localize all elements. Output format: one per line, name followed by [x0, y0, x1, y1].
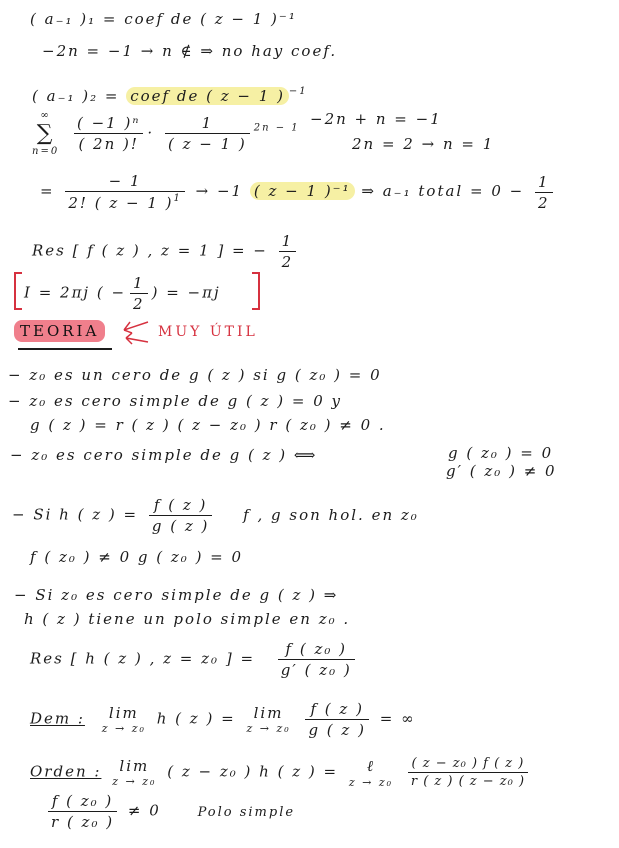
- frac-den-base: 2! ( z − 1 ): [68, 194, 174, 212]
- fraction-minus-half: [65, 172, 185, 212]
- lim-sub: z → z₀: [101, 722, 146, 735]
- h-def-pre: − Si h ( z ) =: [12, 505, 139, 524]
- frac-num: f ( z ): [305, 700, 369, 720]
- frac-den: 2: [281, 253, 294, 271]
- total-label: ⇒ a₋₁ total = 0 −: [361, 182, 525, 200]
- lim-word: ℓ: [366, 756, 376, 775]
- limit-orden: [112, 757, 156, 788]
- z-minus1-highlight: ( z − 1 )⁻¹: [250, 182, 355, 200]
- frac-den: g ( z ): [308, 721, 366, 739]
- fraction-power: [165, 114, 250, 153]
- sum-symbol: [32, 110, 59, 157]
- frac-den: ( 2n )!: [78, 135, 139, 153]
- lim-sub: z → z₀: [348, 775, 394, 789]
- limit-2: [246, 704, 290, 735]
- result-bracket-right: [252, 272, 260, 310]
- line-coef-a-minus1-2: [32, 86, 308, 105]
- fraction-half: [279, 232, 297, 271]
- theory-residue-formula: [30, 640, 359, 679]
- frac-den: 2: [537, 193, 550, 212]
- orden-mid: ( z − z₀ ) h ( z ) =: [167, 762, 339, 781]
- side-calc-2: 2n = 2 → n = 1: [352, 135, 495, 153]
- frac-num: 1: [130, 274, 148, 294]
- final-nonzero: ≠ 0: [127, 801, 161, 820]
- h-def-post: f , g son hol. en z₀: [243, 505, 419, 524]
- fraction-f-over-g: [305, 700, 369, 739]
- lim-sub: z → z₀: [112, 775, 157, 788]
- side-calc-1: −2n + n = −1: [310, 110, 442, 128]
- fraction-half: [535, 173, 553, 212]
- orden-label: Orden :: [30, 762, 102, 781]
- teoria-heading: [14, 322, 105, 340]
- frac-num: f ( z₀ ): [48, 792, 117, 812]
- exp-2n-minus1: 2n − 1: [253, 122, 300, 134]
- frac-num: ( −1 )ⁿ: [74, 114, 143, 134]
- arrows-icon: [118, 316, 158, 346]
- line-series-sum: ∞ ∑ n=0 $\frac{\text{( −1 )ⁿ}}{( 2n )!}$ · $\frac{1}{( z - 1 )}$ $^{2n - 1}$: [32, 110, 300, 157]
- frac-num: 1: [165, 114, 250, 134]
- theory-zero-def: − z₀ es un cero de g ( z ) si g ( z₀ ) = 0: [8, 366, 382, 384]
- fraction-f-over-r: [48, 792, 117, 831]
- sum-sigma: ∑: [36, 121, 55, 146]
- teoria-highlight: TEORIA: [14, 320, 105, 342]
- fraction-half: [130, 274, 148, 313]
- frac-den: r ( z₀ ): [51, 813, 115, 831]
- dem-end: = ∞: [379, 709, 416, 728]
- line-residue: [32, 232, 300, 271]
- theory-if-simple-zero: − Si z₀ es cero simple de g ( z ) ⇒: [14, 586, 339, 604]
- arrow-minus1: → −1: [195, 182, 244, 200]
- exp-minus1: −1: [288, 86, 308, 97]
- theory-f-g-values: f ( z₀ ) ≠ 0 g ( z₀ ) = 0: [30, 548, 244, 566]
- final-line: [44, 792, 295, 831]
- frac-den: [65, 192, 185, 212]
- frac-num: f ( z₀ ): [278, 640, 355, 660]
- condition-gprime-nonzero: g′ ( z₀ ) ≠ 0: [446, 462, 557, 480]
- lim-sub: z → z₀: [246, 722, 291, 735]
- line-coef-a-minus1-1: ( a₋₁ )₁ = coef de ( z − 1 )⁻¹: [30, 10, 297, 28]
- condition-g-zero: g ( z₀ ) = 0: [448, 444, 554, 462]
- frac-den: ( z − 1 ): [167, 135, 247, 153]
- frac-num: − 1: [65, 172, 185, 192]
- frac-den-exp: 1: [173, 193, 182, 204]
- integral-post: ) = −πj: [151, 283, 221, 302]
- muy-util-note: MUY ÚTIL: [158, 324, 258, 340]
- fraction-f-over-g: [149, 496, 213, 535]
- theory-h-def: [12, 496, 419, 535]
- theory-simple-zero: − z₀ es cero simple de g ( z ) = 0 y: [8, 392, 343, 410]
- orden-line: [30, 756, 532, 789]
- teoria-underline: [18, 348, 112, 350]
- line-a-minus1-total: [40, 172, 557, 212]
- coef-highlight: coef de ( z − 1 ): [126, 87, 289, 105]
- frac-num: 1: [279, 232, 297, 252]
- limit-1: [102, 704, 146, 735]
- dem-label: Dem :: [30, 709, 85, 728]
- frac-den: 2: [133, 295, 145, 313]
- theory-simple-zero-iff: − z₀ es cero simple de g ( z ) ⟺: [10, 446, 318, 464]
- sum-bottom: n=0: [32, 146, 60, 157]
- a-minus1-2-label: ( a₋₁ )₂ =: [32, 87, 120, 105]
- residue-formula-pre: Res [ h ( z ) , z = z₀ ] =: [30, 649, 256, 668]
- line-integral-result: [24, 274, 221, 313]
- frac-num: 1: [535, 173, 553, 193]
- lim-word: lim: [253, 704, 284, 722]
- frac-num: ( z − z₀ ) f ( z ): [408, 756, 528, 773]
- theory-factorization: g ( z ) = r ( z ) ( z − z₀ ) r ( z₀ ) ≠ 0 .: [30, 416, 386, 434]
- dem-mid: h ( z ) =: [156, 709, 236, 728]
- fraction-orden: [408, 756, 528, 789]
- integral-pre: I = 2πj ( −: [24, 283, 127, 302]
- frac-den: g ( z ): [151, 517, 210, 535]
- limit-orden-2: [349, 757, 393, 789]
- sum-top: ∞: [40, 110, 51, 121]
- eq-sign: =: [40, 182, 55, 200]
- fraction-f-over-gprime: [278, 640, 355, 679]
- theory-simple-pole: h ( z ) tiene un polo simple en z₀ .: [24, 610, 351, 628]
- lim-word: lim: [119, 757, 150, 775]
- frac-den: g′ ( z₀ ): [280, 661, 352, 679]
- dem-line: [30, 700, 416, 739]
- frac-num: f ( z ): [149, 496, 213, 516]
- final-conclusion: Polo simple: [197, 804, 296, 820]
- lim-word: lim: [108, 704, 139, 722]
- residue-expr: Res [ f ( z ) , z = 1 ] = −: [32, 241, 268, 260]
- frac-den: r ( z ) ( z − z₀ ): [410, 774, 526, 789]
- line-no-coef: −2n = −1 → n ∉ ⇒ no hay coef.: [42, 42, 338, 60]
- fraction-alt-sign: [74, 114, 143, 153]
- result-bracket-left: [14, 272, 22, 310]
